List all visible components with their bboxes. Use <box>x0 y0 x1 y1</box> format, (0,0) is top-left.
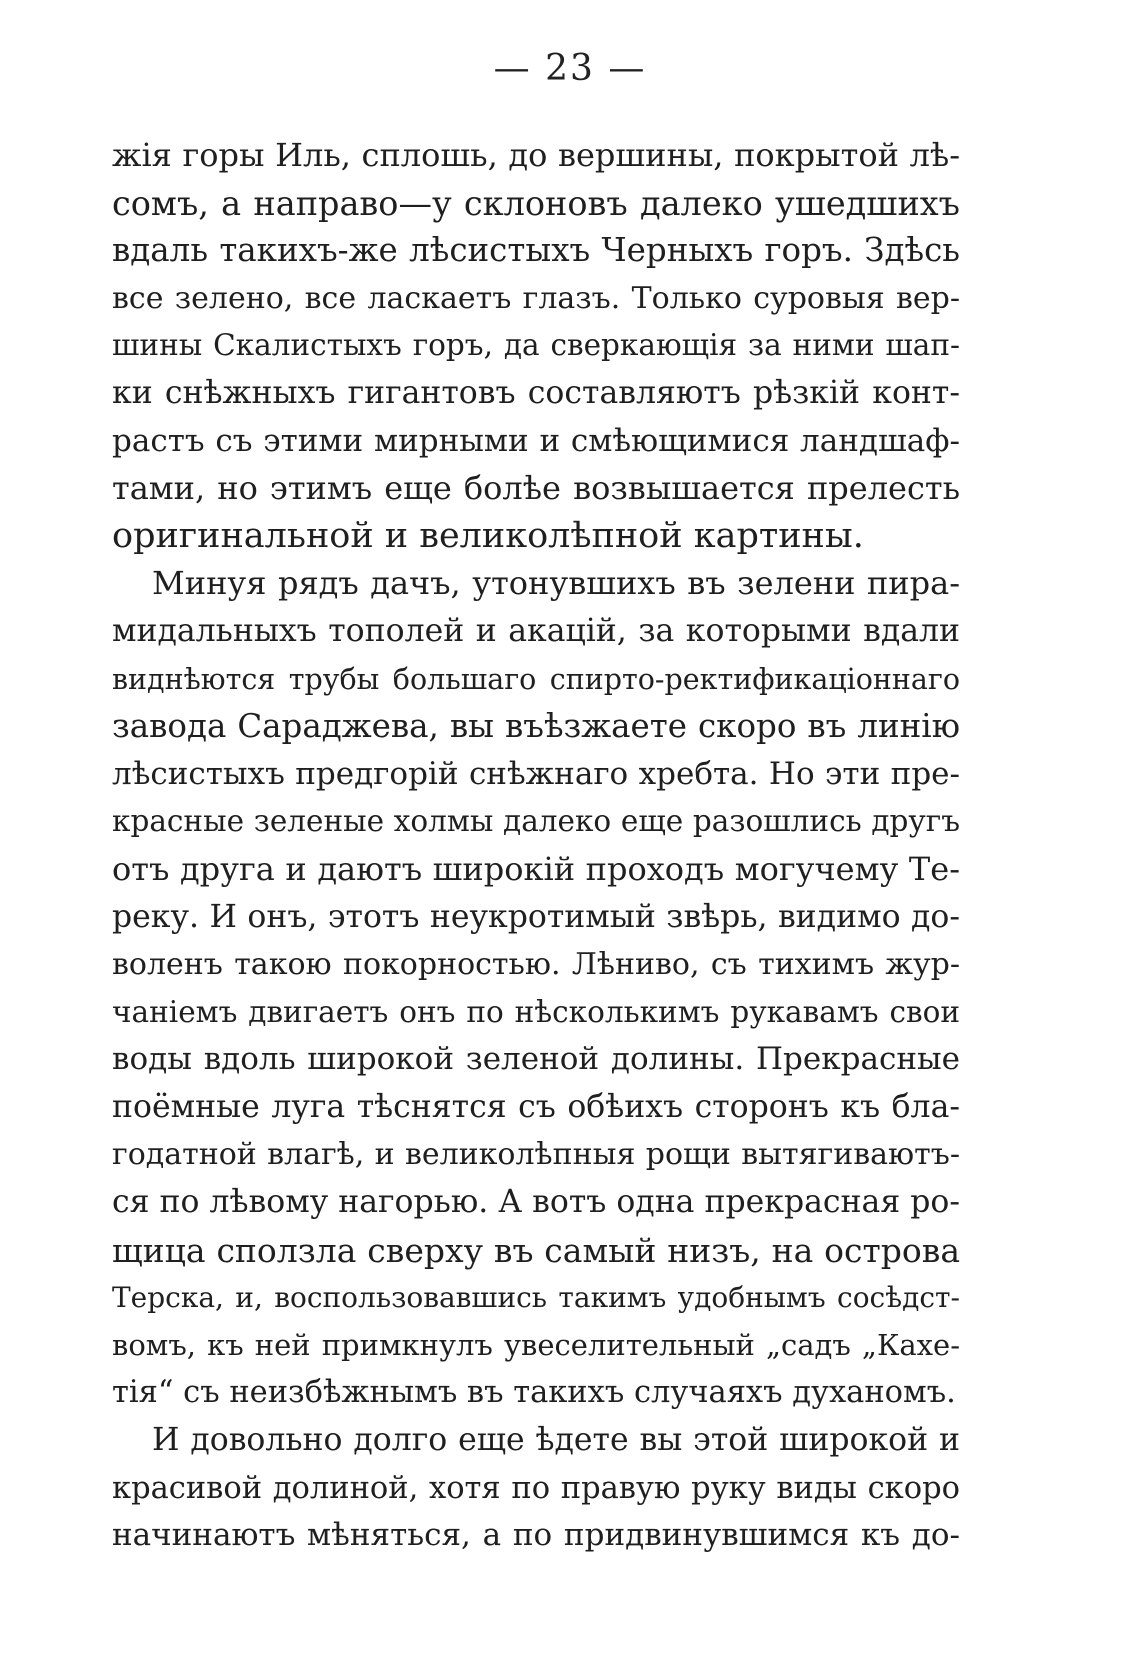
text-line: воды вдоль широкой зеленой долины. Прекрасные <box>112 1041 960 1078</box>
text-line: реку. И онъ, этотъ неукротимый звѣрь, видимо до- <box>112 898 960 935</box>
text-line: И довольно долго еще ѣдете вы этой широкой и <box>152 1422 960 1459</box>
text-line: красные зеленые холмы далеко еще разошлись другъ <box>112 804 960 839</box>
text-line: чаніемъ двигаетъ онъ по нѣсколькимъ рукавамъ свои <box>112 994 960 1029</box>
paragraph-1 <box>112 132 960 560</box>
text-line: вомъ, къ ней примкнулъ увеселительный „садъ „Кахе- <box>112 1327 960 1362</box>
paragraph-3 <box>112 1417 960 1560</box>
text-line: тія“ съ неизбѣжнымъ въ такихъ случаяхъ духаномъ. <box>112 1375 956 1411</box>
text-line: все зелено, все ласкаетъ глазъ. Только суровыя вер- <box>112 280 960 316</box>
text-line: щица сползла сверху въ самый низъ, на острова <box>112 1230 960 1270</box>
text-line: вдаль такихъ-же лѣсистыхъ Черныхъ горъ. Здѣсь <box>112 231 960 270</box>
text-line: годатной влагѣ, и великолѣпныя рощи вытягиваютъ- <box>112 1137 960 1173</box>
text-line: виднѣются трубы большаго спирто-ректификаціоннаго <box>112 662 960 696</box>
text-line: воленъ такою покорностью. Лѣниво, съ тихимъ жур- <box>112 947 960 983</box>
page-number: — 23 — <box>493 48 647 89</box>
text-line: тами, но этимъ еще болѣе возвышается прелесть <box>112 469 960 508</box>
text-line: отъ друга и даютъ широкій проходъ могучему Те- <box>112 849 960 888</box>
text-line: красивой долиной, хотя по правую руку виды скоро <box>112 1470 960 1506</box>
text-line: растъ съ этими мирными и смѣющимися ландшаф- <box>112 422 960 459</box>
text-line: оригинальной и великолѣпной картины. <box>112 515 864 556</box>
text-line: ся по лѣвому нагорью. А вотъ одна прекрасная ро- <box>112 1184 960 1221</box>
paragraph-2 <box>112 560 960 1417</box>
text-line: жія горы Иль, сплошь, до вершины, покрытой лѣ- <box>112 136 960 174</box>
text-line: сомъ, а направо—у склоновъ далеко ушедшихъ <box>112 183 960 223</box>
text-line: мидальныхъ тополей и акацій, за которыми вдали <box>112 612 960 649</box>
text-line: завода Сараджева, вы въѣзжаете скоро въ линію <box>112 707 960 746</box>
text-line: лѣсистыхъ предгорій снѣжнаго хребта. Но эти пре- <box>112 755 960 792</box>
body-text <box>112 132 960 1560</box>
text-line: начинаютъ мѣняться, а по придвинувшимся къ до- <box>112 1517 960 1554</box>
text-line: поёмные луга тѣснятся съ обѣихъ сторонъ къ бла- <box>112 1088 960 1125</box>
text-line: Минуя рядъ дачъ, утонувшихъ въ зелени пира- <box>152 564 960 603</box>
text-line: ки снѣжныхъ гигантовъ составляютъ рѣзкій конт- <box>112 374 960 411</box>
text-line: Терска, и, воспользовавшись такимъ удобнымъ сосѣдст- <box>112 1281 960 1315</box>
text-line: шины Скалистыхъ горъ, да сверкающія за ними шап- <box>112 328 960 363</box>
